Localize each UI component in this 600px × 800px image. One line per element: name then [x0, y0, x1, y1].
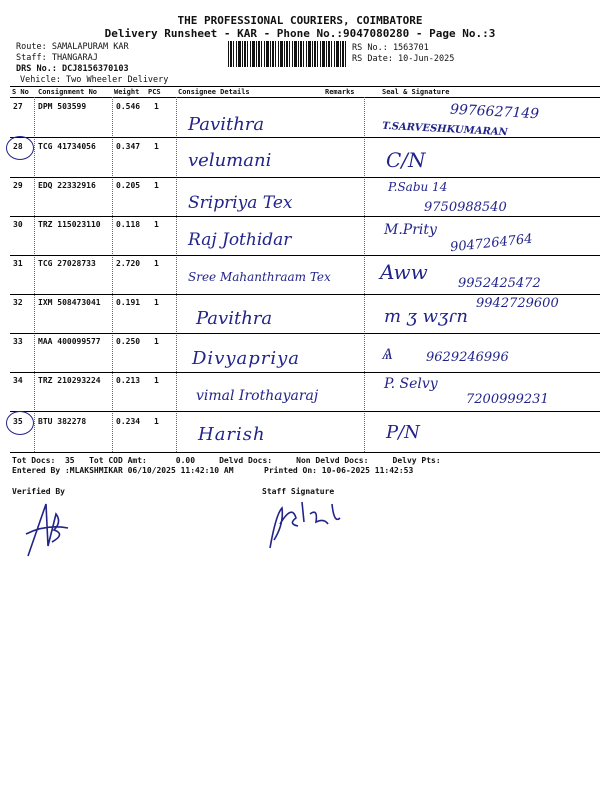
seal-phone: 9952425472: [458, 276, 541, 291]
seal-phone: 7200999231: [466, 392, 549, 407]
row-rule: [10, 216, 600, 217]
col-header-weight: Weight: [114, 88, 140, 96]
row-pcs: 1: [154, 298, 159, 307]
col-divider: [364, 97, 365, 452]
seal-signature-scribble: Ѧ: [382, 344, 394, 363]
row-pcs: 1: [154, 220, 159, 229]
rs-number: RS No.: 1563701: [352, 43, 429, 53]
col-header-seal: Seal & Signature: [382, 88, 450, 96]
row-pcs: 1: [154, 376, 159, 385]
row-weight: 0.546: [116, 102, 141, 111]
row-sno: 30: [13, 220, 23, 229]
consignee-handwriting: Pavithra: [196, 308, 273, 329]
row-pcs: 1: [154, 337, 159, 346]
row-consignment: IXM 508473041: [38, 298, 101, 307]
seal-phone: 9750988540: [424, 200, 507, 215]
vehicle-label: Vehicle: Two Wheeler Delivery: [20, 75, 169, 85]
consignee-handwriting: velumani: [188, 150, 272, 171]
seal-signature: P.Sabu 14: [388, 180, 448, 194]
col-divider: [34, 97, 35, 452]
row-sno: 34: [13, 376, 23, 385]
row-weight: 2.720: [116, 259, 141, 268]
consignee-handwriting: Divyapriya: [192, 348, 301, 369]
seal-mark: P/N: [386, 422, 420, 443]
consignee-handwriting: Raj Jothidar: [188, 230, 292, 250]
row-weight: 0.347: [116, 142, 141, 151]
company-title: THE PROFESSIONAL COURIERS, COIMBATORE: [177, 14, 423, 27]
row-rule: [10, 411, 600, 412]
col-header-sno: S No: [12, 88, 29, 96]
row-sno: 35: [13, 417, 23, 426]
col-header-consignment: Consignment No: [38, 88, 98, 96]
row-rule: [10, 294, 600, 295]
runsheet-subtitle: Delivery Runsheet - KAR - Phone No.:9047080280 - Page No.:3: [104, 27, 496, 40]
seal-signature-scribble: Aww: [380, 260, 428, 284]
row-pcs: 1: [154, 181, 159, 190]
row-sno: 29: [13, 181, 23, 190]
row-sno: 27: [13, 102, 23, 111]
consignee-handwriting: Harish: [198, 424, 266, 445]
row-consignment: TCG 27028733: [38, 259, 96, 268]
row-consignment: TCG 41734056: [38, 142, 96, 151]
seal-phone: 9047264764: [449, 231, 534, 256]
seal-mark: C/N: [386, 148, 426, 172]
row-weight: 0.250: [116, 337, 141, 346]
seal-signature-scribble: m ʒ wʒɾn: [384, 306, 468, 327]
seal-name: T.SARVESHKUMARAN: [381, 120, 508, 139]
row-consignment: TRZ 115023110: [38, 220, 101, 229]
row-pcs: 1: [154, 102, 159, 111]
route-label: Route: SAMALAPURAM KAR: [16, 42, 129, 52]
col-divider: [112, 97, 113, 452]
row-pcs: 1: [154, 417, 159, 426]
row-rule: [10, 372, 600, 373]
totals-line: Tot Docs: 35 Tot COD Amt: 0.00 Delvd Docs: Non Delvd Docs: Delvy Pts:: [12, 456, 441, 465]
row-rule: [10, 255, 600, 256]
row-sno: 31: [13, 259, 23, 268]
row-consignment: DPM 503599: [38, 102, 87, 111]
row-consignment: TRZ 210293224: [38, 376, 101, 385]
row-pcs: 1: [154, 259, 159, 268]
seal-phone: 9942729600: [476, 296, 559, 311]
staff-signature-drawing: [262, 494, 352, 554]
rs-date: RS Date: 10-Jun-2025: [352, 54, 455, 64]
consignee-handwriting: Sripriya Tex: [188, 193, 293, 213]
col-header-consignee: Consignee Details: [178, 88, 250, 96]
table-header-rule: [10, 97, 600, 98]
staff-label: Staff: THANGARAJ: [16, 53, 98, 63]
row-rule: [10, 137, 600, 138]
row-weight: 0.191: [116, 298, 141, 307]
row-consignment: BTU 382278: [38, 417, 87, 426]
verified-by-label: Verified By: [12, 487, 65, 496]
row-weight: 0.205: [116, 181, 141, 190]
barcode: [228, 41, 346, 67]
row-rule: [10, 333, 600, 334]
drs-number: DRS No.: DCJ8156370103: [16, 64, 129, 74]
row-consignment: EDQ 22332916: [38, 181, 96, 190]
seal-phone: 9629246996: [426, 350, 509, 365]
row-weight: 0.213: [116, 376, 141, 385]
row-rule: [10, 177, 600, 178]
row-sno: 32: [13, 298, 23, 307]
col-header-pcs: PCS: [148, 88, 161, 96]
entered-by: Entered By :MLAKSHMIKAR 06/10/2025 11:42:10 AM: [12, 466, 234, 475]
row-weight: 0.234: [116, 417, 141, 426]
row-weight: 0.118: [116, 220, 141, 229]
col-divider: [176, 97, 177, 452]
printed-on: Printed On: 10-06-2025 11:42:53: [264, 466, 414, 475]
row-pcs: 1: [154, 142, 159, 151]
consignee-handwriting: Sree Mahanthraam Tex: [188, 270, 331, 284]
row-sno: 28: [13, 142, 23, 151]
consignee-handwriting: Pavithra: [188, 114, 265, 135]
row-consignment: MAA 400099577: [38, 337, 101, 346]
consignee-handwriting: vimal Irothayaraj: [196, 388, 319, 404]
table-bottom-rule: [10, 452, 600, 453]
table-top-rule: [10, 86, 600, 87]
row-sno: 33: [13, 337, 23, 346]
seal-phone: 9976627149: [449, 101, 540, 123]
verified-signature-drawing: [18, 494, 78, 564]
col-header-remarks: Remarks: [325, 88, 355, 96]
seal-signature: M.Prity: [384, 222, 437, 238]
seal-signature-scribble: P. Selvy: [384, 376, 438, 392]
staff-signature-label: Staff Signature: [262, 487, 335, 496]
